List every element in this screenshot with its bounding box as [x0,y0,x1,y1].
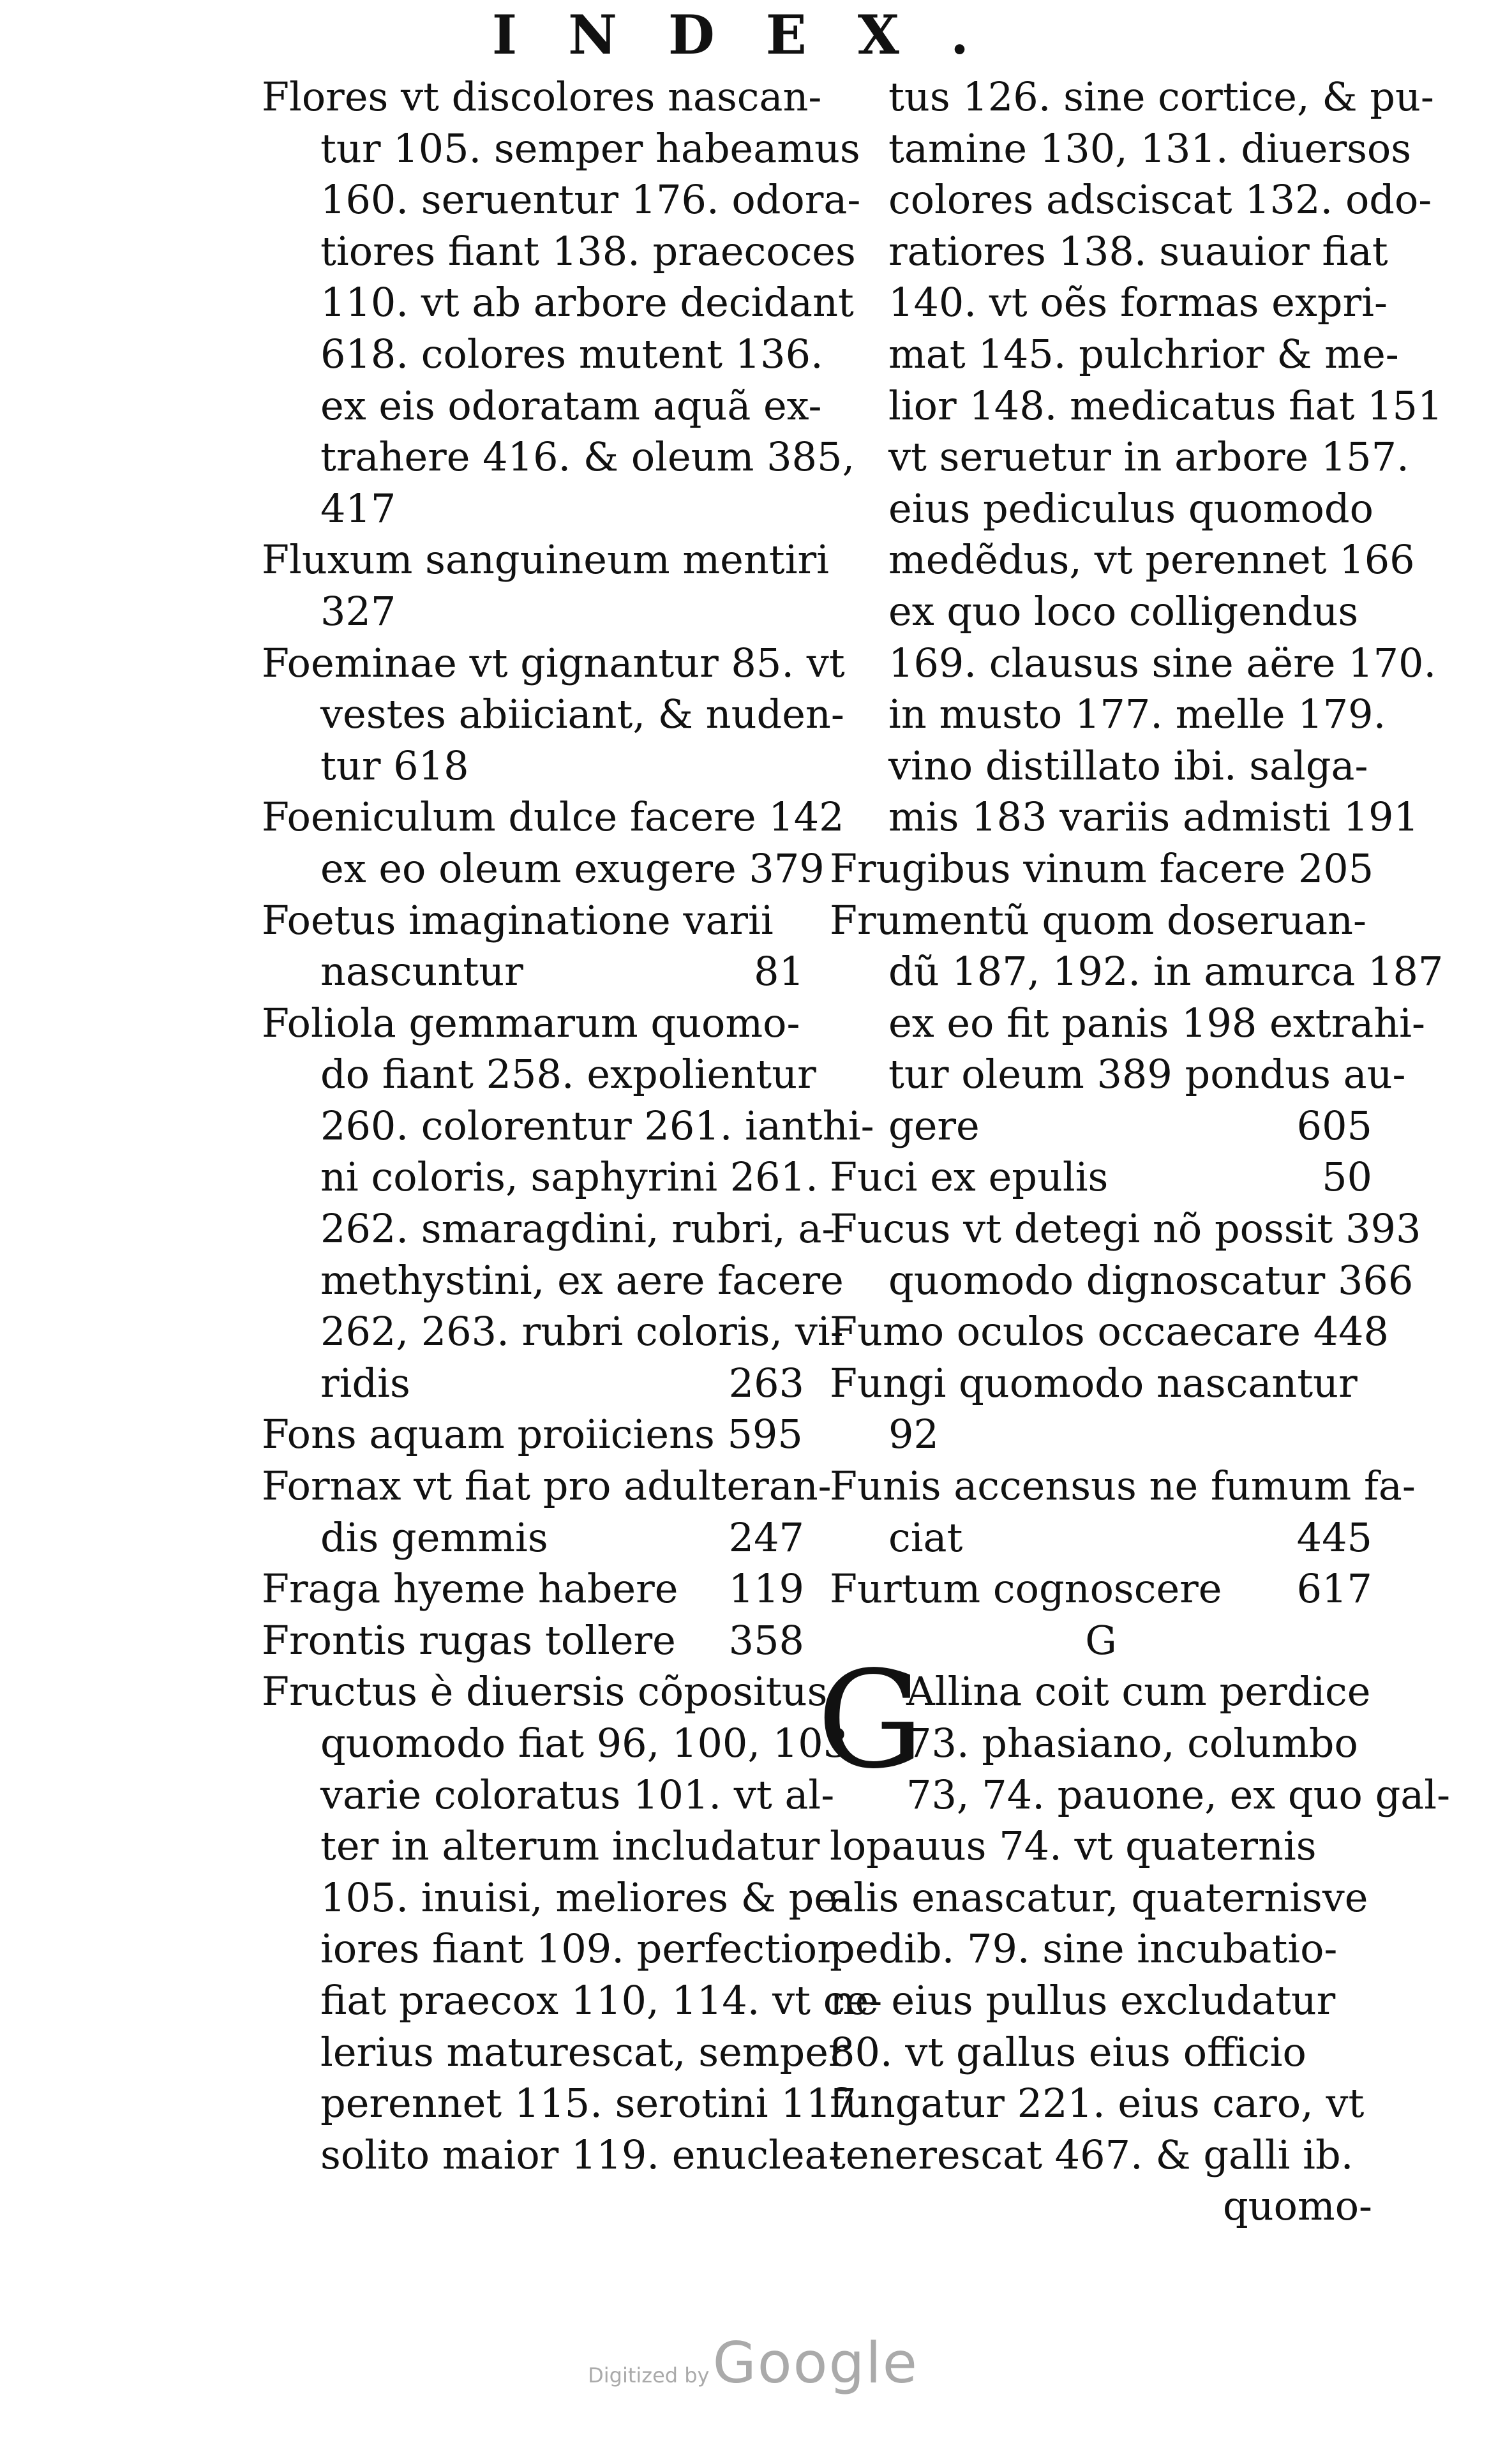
entry-continuation-line: ratiores 138. suauior fiat [888,227,1388,274]
entry-continuation-line: fungatur 221. eius caro, vt [830,2080,1365,2127]
entry-first-line [830,1358,1372,1410]
section-g-entry [817,1642,1451,2181]
left-column [262,71,883,2181]
entry-continuation-line: mis 183 variis admisti 191 [888,793,1419,841]
index-entry [262,1615,804,1667]
entry-continuation-line [262,1975,883,2027]
entry-text: quomodo fiat 96, 100, 103 [320,1720,849,1766]
entry-text: 160. seruentur 176. odora- [320,176,861,223]
entry-continuation-line: pedib. 79. sine incubatio- [830,1925,1338,1973]
entry-text: methystini, ex aere facere [320,1256,844,1304]
entry-continuation-line [262,586,804,638]
entry-continuation-line: ne eius pullus excludatur [830,1976,1336,2024]
index-entry [262,998,874,1410]
entry-first-line [262,534,830,586]
entry-continuation-line [830,946,1444,998]
entry-first-line [262,895,804,947]
entry-continuation-line: alis enascatur, quaternisve [830,1874,1368,1921]
index-entry [262,71,861,534]
entry-continuation-line: vt seruetur in arbore 157. [888,433,1409,481]
entry-first-line [262,1563,804,1615]
entry-text: ex eo oleum exugere 379 [320,845,825,892]
entry-text: Foeniculum dulce facere 142 [262,793,844,841]
entry-continuation-line [262,843,825,895]
index-entry [830,1358,1372,1461]
entry-text: Frumentũ quom doseruan- [830,896,1366,944]
entry-first-line [262,638,845,689]
entry-text: lerius maturescat, semper [320,2028,848,2075]
entry-continuation-line [262,277,854,329]
entry-continuation-line [262,689,844,741]
entry-first-line [830,843,1372,895]
entry-text: do fiant 258. expolientur [320,1051,816,1098]
entry-continuation-line [262,1101,874,1152]
index-entry [262,895,804,998]
index-entry [830,1563,1372,1615]
entry-continuation-line: vino distillato ibi. salga- [888,742,1368,789]
entry-text: Fraga hyeme habere [262,1565,678,1613]
entry-text: 618. colores mutent 136. [320,330,823,377]
entry-text: 262, 263. rubri coloris, vi- [320,1308,844,1355]
index-entry [262,1563,804,1615]
entry-text: Flores vt discolores nascan- [262,73,822,120]
page-number: 119 [728,1565,804,1613]
page-number: 263 [728,1359,804,1406]
entry-text: Fornax vt fiat pro adulteran- [262,1463,832,1510]
entry-continuation-line: tus 126. sine cortice, & pu- [888,73,1434,120]
entry-continuation-line [262,1152,818,1203]
entry-text: ter in alterum includatur [320,1823,820,1870]
index-entry [830,1203,1421,1306]
entry-continuation-line [830,1255,1414,1307]
entry-text: 110. vt ab arbore decidant [320,279,854,326]
entry-text: tur 618 [320,742,469,789]
entry-text: Fructus è diuersis cõpositus [262,1668,828,1715]
entry-continuation-line [262,2027,848,2079]
page-number: 81 [754,948,804,995]
entry-continuation-line [262,1718,849,1770]
entry-continuation-line: 140. vt oẽs formas expri- [888,279,1388,326]
entry-continuation-line: lopauus 74. vt quaternis [830,1823,1317,1870]
index-entry [830,1306,1389,1358]
page-number: 247 [728,1514,804,1561]
entry-continuation-line: lior 148. medicatus fiat 151 [888,382,1443,429]
entry-continuation-line [262,1872,851,1924]
entry-continuation-line [262,2078,869,2130]
index-entry [262,1409,804,1461]
entry-first-line [830,1461,1416,1512]
entry-text: Fucus vt detegi nõ possit 393 [830,1205,1421,1252]
entry-continuation-line [830,1049,1406,1101]
entry-text: 92 [888,1411,939,1458]
entry-continuation-line: 73. phasiano, columbo [906,1720,1358,1766]
entry-text: Foliola gemmarum quomo- [262,999,800,1046]
entry-first-line [262,1615,804,1667]
entry-text: nascuntur [320,948,523,995]
entry-continuation-line: tamine 130, 131. diuersos [888,124,1412,172]
entry-continuation-line: ex quo loco colligendus [888,587,1359,635]
entry-first-line [830,1152,1372,1203]
entry-text: trahere 416. & oleum 385, [320,433,855,481]
entry-continuation-line [262,1049,816,1101]
entry-continuation-line [262,174,861,226]
entry-text: tur oleum 389 pondus au- [888,1051,1406,1098]
entry-text: tiores fiant 138. praecoces [320,227,856,274]
entry-text: perennet 115. serotini 117. [320,2080,869,2127]
entry-text: Fungi quomodo nascantur [830,1359,1358,1406]
entry-continuation-line: mat 145. pulchrior & me- [888,330,1399,377]
index-entry [830,843,1372,895]
entry-continuation-line [262,1512,804,1564]
entry-text: Furtum cognoscere [830,1565,1222,1613]
entry-text: Funis accensus ne fumum fa- [830,1463,1416,1510]
page-title: INDEX. [491,3,1021,66]
index-entry [262,792,844,894]
entry-text: 262. smaragdini, rubri, a- [320,1205,835,1252]
entry-first-line [830,1306,1389,1358]
entry-continuation-line [262,2130,842,2181]
entry-text: Frontis rugas tollere [262,1616,676,1664]
entry-first-line [262,1409,804,1461]
catchword: quomo- [1222,2183,1372,2230]
entry-text: vestes abiiciant, & nuden- [320,691,844,738]
page-number: 445 [1296,1514,1372,1561]
entry-continuation-line [262,1923,836,1975]
entry-text: Fuci ex epulis [830,1154,1109,1201]
entry-text: 417 [320,485,396,532]
continued-entry [830,71,1443,843]
entry-first-line [262,1666,828,1718]
index-entry [830,1461,1416,1563]
entry-text: 260. colorentur 261. ianthi- [320,1102,874,1149]
entry-first-line [262,998,804,1049]
entry-continuation-line [262,226,856,278]
entry-first-line [262,1461,832,1512]
page-number: 50 [1322,1154,1372,1201]
entry-text: solito maior 119. enuclea- [320,2131,842,2178]
entry-text: Foeminae vt gignantur 85. vt [262,639,845,686]
entry-continuation-line [262,1203,835,1255]
entry-continuation-line [262,1306,844,1358]
entry-continuation-line [262,123,860,175]
index-entry [262,1461,832,1563]
entry-text: fiat praecox 110, 114. vt ce- [320,1976,883,2024]
entry-continuation-line: medẽdus, vt perennet 166 [888,536,1415,583]
right-entries [830,843,1444,1615]
entry-text: ex eo fit panis 198 extrahi- [888,999,1425,1046]
google-logo: Google [712,2330,918,2396]
entry-text: ni coloris, saphyrini 261. [320,1154,818,1201]
entry-text: dũ 187, 192. in amurca 187 [888,948,1444,995]
entry-text: ciat [888,1514,963,1561]
entry-continuation-line [262,741,804,792]
entry-continuation-line [262,1821,820,1872]
entry-first-line: Allina coit cum perdice [906,1668,1371,1715]
entry-text: iores fiant 109. perfectior [320,1925,836,1973]
entry-first-line [830,1563,1372,1615]
entry-text: 327 [320,587,396,635]
entry-continuation-line: 169. clausus sine aëre 170. [888,639,1437,686]
entry-text: tur 105. semper habeamus [320,124,860,172]
entry-text: varie coloratus 101. vt al- [320,1771,835,1818]
index-entry [830,895,1444,1152]
entry-continuation-line: in musto 177. melle 179. [888,691,1386,738]
index-entry [262,1666,883,2181]
entry-first-line [262,71,822,123]
entry-text: ex eis odoratam aquã ex- [320,382,822,429]
entry-first-line [830,1203,1421,1255]
entry-text: 105. inuisi, meliores & pe- [320,1874,851,1921]
entry-continuation-line [830,1512,1372,1564]
entry-text: quomodo dignoscatur 366 [888,1256,1414,1304]
right-column [817,71,1451,2232]
entry-text: dis gemmis [320,1514,548,1561]
entry-continuation-line: 73, 74. pauone, ex quo gal- [906,1771,1451,1818]
entry-continuation-line [262,1770,835,1821]
entry-continuation-line [262,1255,844,1307]
entry-continuation-line: eius pediculus quomodo [888,485,1374,532]
entry-text: Foetus imaginatione varii [262,896,774,944]
index-entry [262,638,845,792]
entry-continuation-line [262,432,855,483]
entry-text: Fumo oculos occaecare 448 [830,1308,1389,1355]
drop-cap: G [817,1642,924,1799]
entry-continuation-line [262,483,804,535]
entry-continuation-line [262,1358,804,1410]
index-entry [262,534,830,637]
entry-text: Frugibus vinum facere 205 [830,845,1374,892]
entry-continuation-line: colores adsciscat 132. odo- [888,176,1432,223]
entry-text: ridis [320,1359,410,1406]
entry-text: gere [888,1102,980,1149]
entry-continuation-line: tenerescat 467. & galli ib. [830,2131,1354,2178]
entry-continuation-line [830,1101,1372,1152]
watermark-small: Digitized by [588,2363,710,2388]
page-number: 617 [1296,1565,1372,1613]
entry-continuation-line [830,1409,1372,1461]
index-entry [830,1152,1372,1203]
entry-continuation-line [262,946,804,998]
entry-first-line [262,792,844,843]
page-number: 358 [728,1616,804,1664]
entry-text: Fons aquam proiiciens 595 [262,1411,803,1458]
entry-continuation-line: 80. vt gallus eius officio [830,2028,1306,2075]
entry-text: Fluxum sanguineum mentiri [262,536,830,583]
entry-continuation-line [830,998,1425,1049]
entry-continuation-line [262,329,823,380]
digitized-watermark [574,2330,932,2396]
section-letter-g: G [1085,1616,1117,1664]
entry-first-line [830,895,1372,947]
page-number: 605 [1296,1102,1372,1149]
entry-continuation-line [262,380,822,432]
